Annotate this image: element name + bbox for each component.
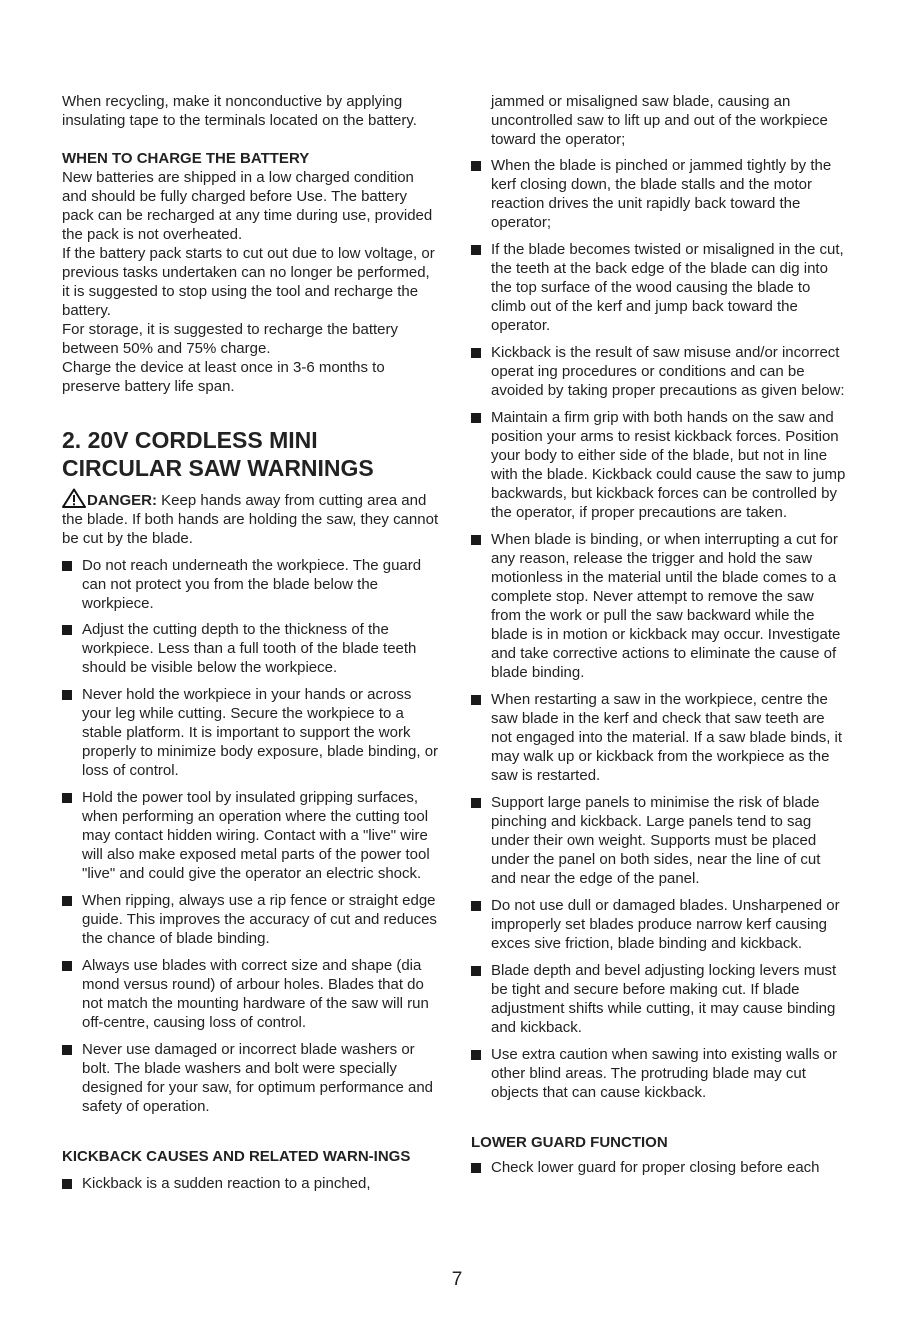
list-item: Do not reach underneath the workpiece. The guard can not protect you from the blade below the workpiece. — [62, 556, 440, 613]
list-item: Never use damaged or incorrect blade washers or bolt. The blade washers and bolt were specially designed for your saw, for optimum performance and safety of operation. — [62, 1040, 440, 1116]
bullet-square-icon — [62, 625, 72, 635]
bullet-square-icon — [62, 793, 72, 803]
charge-paragraph-4: Charge the device at least once in 3-6 months to preserve battery life span. — [62, 359, 385, 395]
recycling-paragraph: When recycling, make it nonconductive by applying insulating tape to the terminals located on the battery. — [62, 93, 417, 129]
list-item: When ripping, always use a rip fence or straight edge guide. This improves the accuracy of cut and reduces the chance of blade binding. — [62, 891, 440, 948]
right-column — [471, 92, 846, 1177]
list-item: If the blade becomes twisted or misaligned in the cut, the teeth at the back edge of the blade can dig into the top surface of the wood causing the blade to climb out of the kerf and jump back toward the operator. — [471, 240, 846, 335]
list-item: Use extra caution when sawing into existing walls or other blind areas. The protruding blade may cut objects that can cause kickback. — [471, 1045, 846, 1102]
page-number: 7 — [451, 1269, 463, 1290]
danger-paragraph — [62, 488, 440, 548]
bullet-square-icon — [62, 1045, 72, 1055]
list-item: Kickback is the result of saw misuse and/or incorrect operat ing procedures or conditions and can be avoided by taking proper precautions as given below: — [471, 343, 846, 400]
bullet-square-icon — [471, 966, 481, 976]
danger-label: DANGER: — [87, 492, 157, 509]
charge-paragraph-3: For storage, it is suggested to recharge the battery between 50% and 75% charge. — [62, 321, 399, 357]
charge-paragraph-1: New batteries are shipped in a low charged condition and should be fully charged before Use. The battery pack can be recharged at any time during use, provided the pack is not overheated. — [62, 169, 433, 243]
list-item: Kickback is a sudden reaction to a pinched, — [62, 1174, 440, 1193]
list-item: Always use blades with correct size and shape (dia mond versus round) of arbour holes. Blades that do not match the mounting hardware of the saw will run off-centre, causing loss of control. — [62, 956, 440, 1032]
kickback-bullet-list — [62, 1174, 440, 1193]
list-item: Maintain a firm grip with both hands on the saw and position your arms to resist kickback forces. Position your body to either side of the blade, but not in line with the blade. Kickback could cause the saw to jump backwards, but kickback forces can be controlled by the operator, if proper precautions are taken. — [471, 408, 846, 522]
section-title: 2. 20V CORDLESS MINI CIRCULAR SAW WARNINGS — [62, 427, 374, 481]
list-item: Never hold the workpiece in your hands or across your leg while cutting. Secure the workpiece to a stable platform. It is important to support the work properly to minimize body exposure, blade binding, or loss of control. — [62, 685, 440, 780]
bullet-square-icon — [471, 161, 481, 171]
bullet-square-icon — [471, 1163, 481, 1173]
bullet-square-icon — [62, 896, 72, 906]
kickback-heading: KICKBACK CAUSES AND RELATED WARN-INGS — [62, 1148, 411, 1165]
left-bullet-list — [62, 556, 440, 1116]
bullet-square-icon — [62, 961, 72, 971]
list-item: Do not use dull or damaged blades. Unsharpened or improperly set blades produce narrow kerf causing exces sive friction, blade binding and kickback. — [471, 896, 846, 953]
when-to-charge-heading: WHEN TO CHARGE THE BATTERY — [62, 150, 310, 167]
charge-paragraph-2: If the battery pack starts to cut out due to low voltage, or previous tasks undertaken can no longer be performed, it is suggested to stop using the tool and recharge the battery. — [62, 245, 435, 319]
list-item: When blade is binding, or when interrupting a cut for any reason, release the trigger and hold the saw motionless in the material until the blade comes to a complete stop. Never attempt to remove the saw from the work or pull the saw backward while the blade is in motion or kickback may occur. Investigate and take corrective actions to eliminate the cause of blade binding. — [471, 530, 846, 682]
lower-guard-bullet-list — [471, 1158, 846, 1177]
bullet-square-icon — [471, 413, 481, 423]
bullet-square-icon — [471, 535, 481, 545]
list-item: Hold the power tool by insulated gripping surfaces, when performing an operation where the cutting tool may contact hidden wiring. Contact with a "live" wire will also make exposed metal parts of the power tool "live" and could give the operator an electric shock. — [62, 788, 440, 883]
bullet-square-icon — [62, 690, 72, 700]
list-item: Blade depth and bevel adjusting locking levers must be tight and secure before making cut. If blade adjustment shifts while cutting, it may cause binding and kickback. — [471, 961, 846, 1037]
danger-text: Keep hands away from cutting area and the blade. If both hands are holding the saw, they cannot be cut by the blade. — [62, 492, 439, 547]
list-item: When the blade is pinched or jammed tightly by the kerf closing down, the blade stalls and the motor reaction drives the unit rapidly back toward the operator; — [471, 156, 846, 232]
bullet-square-icon — [471, 901, 481, 911]
list-item: Check lower guard for proper closing before each — [471, 1158, 846, 1177]
left-column — [62, 92, 440, 1193]
list-item: When restarting a saw in the workpiece, centre the saw blade in the kerf and check that saw teeth are not engaged into the material. If a saw blade binds, it may walk up or kickback from the workpiece as the saw is restarted. — [471, 690, 846, 785]
bullet-square-icon — [62, 561, 72, 571]
list-item: Adjust the cutting depth to the thickness of the workpiece. Less than a full tooth of the blade teeth should be visible below the workpiece. — [62, 620, 440, 677]
bullet-square-icon — [471, 348, 481, 358]
warning-triangle-icon — [62, 488, 86, 508]
bullet-square-icon — [471, 695, 481, 705]
continuation-text: jammed or misaligned saw blade, causing an uncontrolled saw to lift up and out of the workpiece toward the operator; — [491, 93, 828, 148]
bullet-square-icon — [471, 1050, 481, 1060]
bullet-square-icon — [62, 1179, 72, 1189]
bullet-square-icon — [471, 798, 481, 808]
lower-guard-heading: LOWER GUARD FUNCTION — [471, 1134, 668, 1151]
right-bullet-list — [471, 156, 846, 1102]
list-item: Support large panels to minimise the risk of blade pinching and kickback. Large panels tend to sag under their own weight. Supports must be placed under the panel on both sides, near the line of cut and near the edge of the panel. — [471, 793, 846, 888]
bullet-square-icon — [471, 245, 481, 255]
